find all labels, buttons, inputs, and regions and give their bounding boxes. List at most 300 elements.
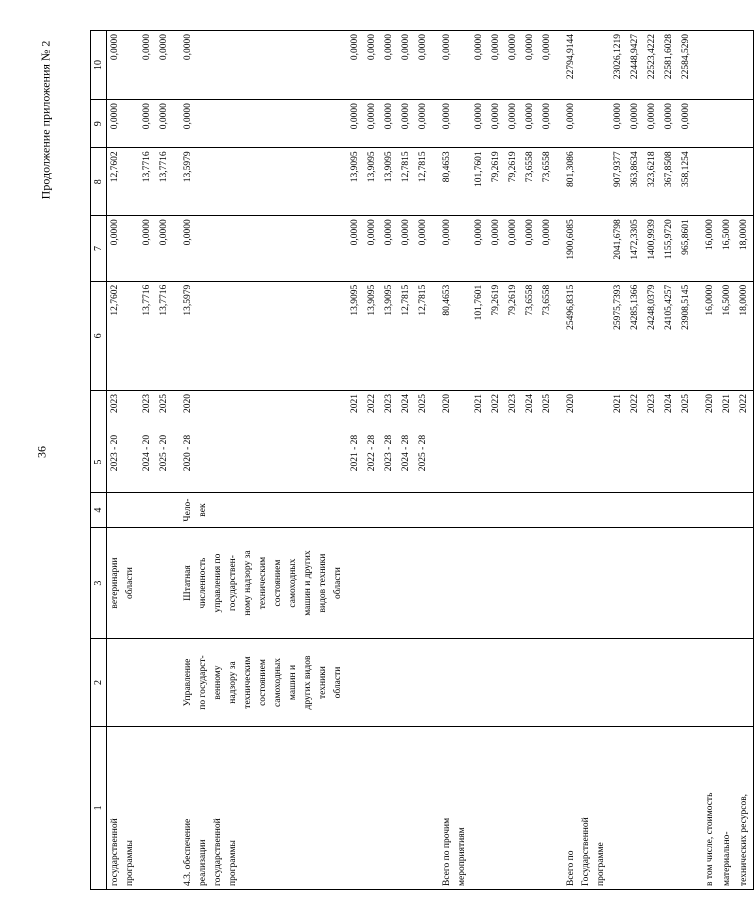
cell-c2 (627, 639, 644, 726)
cell-c1 (415, 726, 432, 889)
cell-c1 (156, 726, 173, 889)
cell-c2 (139, 639, 156, 726)
cell-c5 (661, 432, 678, 493)
cell-c3 (661, 527, 678, 639)
cell-c2 (107, 639, 140, 726)
cell-c5b: 2022 (627, 390, 644, 431)
table-row (347, 31, 364, 890)
cell-c8 (695, 148, 719, 216)
cell-c3 (364, 527, 381, 639)
cell-c10: 22448,9427 (627, 31, 644, 100)
cell-c4 (432, 493, 471, 527)
cell-c2 (695, 639, 719, 726)
header-col-2: 2 (91, 639, 107, 726)
cell-c8: 13,7716 (139, 148, 156, 216)
cell-c3 (173, 527, 347, 639)
cell-text-line: ветеринарии (110, 557, 120, 609)
program-table (90, 30, 754, 890)
cell-c1 (719, 726, 736, 889)
cell-c10: 0,0000 (107, 31, 140, 100)
cell-c5: 2021 - 28 (347, 432, 364, 493)
cell-c8: 12,7815 (415, 148, 432, 216)
cell-c7: 0,0000 (432, 216, 471, 282)
cell-c9: 0,0000 (156, 100, 173, 148)
table-row (398, 31, 415, 890)
cell-c6: 13,5979 (173, 281, 347, 390)
cell-c6: 80,4653 (432, 281, 471, 390)
cell-c2 (364, 639, 381, 726)
cell-c5 (627, 432, 644, 493)
cell-c5 (505, 432, 522, 493)
cell-c1 (556, 726, 610, 889)
cell-c2 (556, 639, 610, 726)
cell-c7: 1155,9720 (661, 216, 678, 282)
cell-c9: 0,0000 (644, 100, 661, 148)
cell-text-line: машин и других (303, 550, 313, 616)
cell-text-line: области (333, 567, 343, 599)
cell-text-line: программы (228, 840, 238, 886)
cell-c4 (347, 493, 364, 527)
cell-c1 (488, 726, 505, 889)
cell-c7: 18,0000 (736, 216, 754, 282)
cell-c3 (678, 527, 695, 639)
cell-c6: 18,0000 (736, 281, 754, 390)
cell-c10: 0,0000 (505, 31, 522, 100)
cell-c2 (398, 639, 415, 726)
cell-c7: 0,0000 (156, 216, 173, 282)
cell-c3 (139, 527, 156, 639)
cell-c6: 73,6558 (522, 281, 539, 390)
cell-c7: 16,0000 (695, 216, 719, 282)
cell-c6: 16,0000 (695, 281, 719, 390)
cell-text-line: по государст- (198, 655, 208, 710)
cell-c3 (398, 527, 415, 639)
cell-c1 (505, 726, 522, 889)
cell-c10 (736, 31, 754, 100)
cell-c4 (505, 493, 522, 527)
cell-c10: 22794,9144 (556, 31, 610, 100)
table-row (505, 31, 522, 890)
cell-c1 (695, 726, 719, 889)
cell-c9: 0,0000 (471, 100, 488, 148)
cell-text-line: техники (318, 666, 328, 699)
cell-c5b: 2023 (139, 390, 156, 431)
cell-c4 (522, 493, 539, 527)
header-col-5: 5 (91, 432, 107, 493)
cell-c6: 24105,4257 (661, 281, 678, 390)
cell-c8: 12,7602 (107, 148, 140, 216)
cell-c5 (644, 432, 661, 493)
cell-c8: 367,8508 (661, 148, 678, 216)
cell-text-line: видов техники (318, 553, 328, 613)
cell-c5b: 2022 (488, 390, 505, 431)
cell-c4 (173, 493, 347, 527)
cell-c5b: 2024 (661, 390, 678, 431)
cell-c7: 0,0000 (488, 216, 505, 282)
cell-c5b: 2022 (364, 390, 381, 431)
cell-c5b: 2023 (644, 390, 661, 431)
cell-c5: 2025 - 28 (415, 432, 432, 493)
cell-c8: 101,7601 (471, 148, 488, 216)
cell-c1 (364, 726, 381, 889)
cell-c9: 0,0000 (347, 100, 364, 148)
cell-c5: 2023 - 28 (381, 432, 398, 493)
cell-c6: 12,7815 (415, 281, 432, 390)
cell-c3 (415, 527, 432, 639)
cell-c8: 12,7815 (398, 148, 415, 216)
cell-c1 (610, 726, 627, 889)
cell-c6: 23908,5145 (678, 281, 695, 390)
cell-c7: 1400,9939 (644, 216, 661, 282)
cell-text-line: области (333, 666, 343, 699)
table-row (488, 31, 505, 890)
header-col-5b (91, 390, 107, 431)
cell-c3 (644, 527, 661, 639)
table-row (381, 31, 398, 890)
cell-c1 (432, 726, 471, 889)
cell-c5 (539, 432, 556, 493)
cell-text-line: программы (125, 840, 135, 886)
cell-c4 (661, 493, 678, 527)
header-col-8: 8 (91, 148, 107, 216)
cell-text-line: Чело- (183, 498, 193, 522)
cell-c9: 0,0000 (381, 100, 398, 148)
cell-c1 (398, 726, 415, 889)
cell-c2 (661, 639, 678, 726)
cell-c7: 16,5000 (719, 216, 736, 282)
cell-c10: 0,0000 (347, 31, 364, 100)
cell-c1 (661, 726, 678, 889)
cell-c8: 73,6558 (522, 148, 539, 216)
cell-c10 (695, 31, 719, 100)
cell-c8: 79,2619 (488, 148, 505, 216)
rotated-table-sheet (90, 30, 749, 890)
cell-c5b: 2022 (736, 390, 754, 431)
cell-c5b: 2023 (505, 390, 522, 431)
cell-c5: 2022 - 28 (364, 432, 381, 493)
cell-c2 (156, 639, 173, 726)
cell-c3 (347, 527, 364, 639)
cell-c1 (471, 726, 488, 889)
cell-c10: 0,0000 (139, 31, 156, 100)
cell-c1 (139, 726, 156, 889)
cell-c9: 0,0000 (522, 100, 539, 148)
cell-c6: 13,9095 (381, 281, 398, 390)
header-col-7: 7 (91, 216, 107, 282)
header-col-1: 1 (91, 726, 107, 889)
cell-c1 (381, 726, 398, 889)
cell-c5 (678, 432, 695, 493)
cell-c3 (522, 527, 539, 639)
cell-c9: 0,0000 (398, 100, 415, 148)
cell-text-line: век (198, 503, 208, 517)
cell-c8 (736, 148, 754, 216)
table-row (522, 31, 539, 890)
cell-text-line: в том числе, стоимость (705, 792, 715, 886)
cell-c6: 24285,1366 (627, 281, 644, 390)
cell-c8: 13,7716 (156, 148, 173, 216)
table-row (432, 31, 471, 890)
cell-c4 (627, 493, 644, 527)
table-row (610, 31, 627, 890)
cell-c7: 0,0000 (415, 216, 432, 282)
table-row (415, 31, 432, 890)
cell-c6: 12,7602 (107, 281, 140, 390)
cell-c5 (488, 432, 505, 493)
cell-c8: 73,6558 (539, 148, 556, 216)
cell-c9: 0,0000 (415, 100, 432, 148)
cell-c5b: 2023 (107, 390, 140, 431)
cell-c5 (471, 432, 488, 493)
cell-c6: 79,2619 (505, 281, 522, 390)
cell-text-line: машин и (288, 664, 298, 701)
cell-c5b: 2025 (156, 390, 173, 431)
cell-c5b: 2024 (398, 390, 415, 431)
cell-c10: 0,0000 (398, 31, 415, 100)
cell-c9: 0,0000 (364, 100, 381, 148)
cell-text-line: области (125, 567, 135, 599)
cell-c3 (556, 527, 610, 639)
cell-c5b: 2025 (678, 390, 695, 431)
cell-c8: 13,9095 (347, 148, 364, 216)
header-col-6: 6 (91, 281, 107, 390)
cell-c6: 25975,7393 (610, 281, 627, 390)
table-row (156, 31, 173, 890)
cell-text-line: техническим (258, 556, 268, 610)
cell-c6: 13,7716 (156, 281, 173, 390)
cell-c5 (719, 432, 736, 493)
cell-c5 (736, 432, 754, 493)
cell-c5 (695, 432, 719, 493)
cell-c7: 0,0000 (173, 216, 347, 282)
cell-c1 (107, 726, 140, 889)
cell-c4 (471, 493, 488, 527)
cell-c10: 22523,4222 (644, 31, 661, 100)
cell-text-line: Государственной (581, 817, 591, 886)
cell-c5b: 2025 (539, 390, 556, 431)
cell-c2 (610, 639, 627, 726)
cell-c5b: 2020 (695, 390, 719, 431)
cell-c10: 0,0000 (522, 31, 539, 100)
cell-c1 (678, 726, 695, 889)
cell-c6: 12,7815 (398, 281, 415, 390)
cell-c2 (432, 639, 471, 726)
cell-c4 (644, 493, 661, 527)
cell-c5b: 2024 (522, 390, 539, 431)
cell-text-line: технических ресурсов, (739, 793, 749, 886)
table-row (644, 31, 661, 890)
cell-c3 (488, 527, 505, 639)
cell-c10: 0,0000 (173, 31, 347, 100)
cell-c2 (644, 639, 661, 726)
cell-c9 (719, 100, 736, 148)
cell-c4 (695, 493, 719, 527)
table-row (471, 31, 488, 890)
cell-c3 (156, 527, 173, 639)
cell-c6: 79,2619 (488, 281, 505, 390)
cell-c9: 0,0000 (661, 100, 678, 148)
cell-c9: 0,0000 (556, 100, 610, 148)
cell-c6: 101,7601 (471, 281, 488, 390)
cell-c4 (381, 493, 398, 527)
cell-c8: 801,3086 (556, 148, 610, 216)
table-row (173, 31, 347, 890)
cell-c3 (432, 527, 471, 639)
cell-c10: 0,0000 (539, 31, 556, 100)
cell-c7: 0,0000 (539, 216, 556, 282)
cell-text-line: ному надзору за (243, 550, 253, 616)
table-row (695, 31, 719, 890)
cell-c4 (719, 493, 736, 527)
cell-c4 (539, 493, 556, 527)
cell-c6: 13,9095 (364, 281, 381, 390)
table-row (139, 31, 156, 890)
cell-c9: 0,0000 (627, 100, 644, 148)
cell-c4 (107, 493, 140, 527)
cell-c9: 0,0000 (488, 100, 505, 148)
cell-c2 (678, 639, 695, 726)
cell-c7: 0,0000 (381, 216, 398, 282)
table-row (627, 31, 644, 890)
cell-c7: 0,0000 (522, 216, 539, 282)
cell-c9: 0,0000 (432, 100, 471, 148)
cell-c4 (488, 493, 505, 527)
cell-c2 (381, 639, 398, 726)
cell-c3 (610, 527, 627, 639)
cell-c2 (522, 639, 539, 726)
cell-text-line: Штатная (183, 565, 193, 601)
cell-c7: 0,0000 (347, 216, 364, 282)
cell-c8: 79,2619 (505, 148, 522, 216)
cell-c7: 0,0000 (364, 216, 381, 282)
cell-c5: 2025 - 20 (156, 432, 173, 493)
cell-text-line: Всего по прочим (442, 817, 452, 886)
cell-c4 (736, 493, 754, 527)
cell-c5b: 2021 (471, 390, 488, 431)
cell-c7: 1472,3305 (627, 216, 644, 282)
cell-c2 (719, 639, 736, 726)
cell-c5: 2023 - 20 (107, 432, 140, 493)
cell-c4 (678, 493, 695, 527)
cell-c6: 24248,0379 (644, 281, 661, 390)
table-row (736, 31, 754, 890)
table-row (364, 31, 381, 890)
cell-c9: 0,0000 (107, 100, 140, 148)
header-col-10: 10 (91, 31, 107, 100)
cell-c6: 13,7716 (139, 281, 156, 390)
cell-text-line: других видов (303, 655, 313, 710)
cell-c3 (695, 527, 719, 639)
cell-c4 (610, 493, 627, 527)
header-col-9: 9 (91, 100, 107, 148)
cell-c8: 907,9377 (610, 148, 627, 216)
cell-c8 (719, 148, 736, 216)
cell-text-line: самоходных (288, 558, 298, 608)
cell-text-line: состоянием (258, 659, 268, 706)
cell-text-line: государственной (110, 818, 120, 886)
cell-c4 (139, 493, 156, 527)
cell-text-line: техническим (243, 656, 253, 709)
table-row (556, 31, 610, 890)
cell-c10: 0,0000 (156, 31, 173, 100)
cell-c10: 23026,1219 (610, 31, 627, 100)
cell-c10: 22584,5290 (678, 31, 695, 100)
cell-c5b: 2025 (415, 390, 432, 431)
cell-c3 (107, 527, 140, 639)
cell-c5b: 2020 (556, 390, 610, 431)
cell-c6: 13,9095 (347, 281, 364, 390)
cell-c8: 358,1254 (678, 148, 695, 216)
cell-c9: 0,0000 (539, 100, 556, 148)
cell-c10: 0,0000 (364, 31, 381, 100)
cell-c2 (173, 639, 347, 726)
cell-c8: 13,9095 (364, 148, 381, 216)
cell-c10: 0,0000 (415, 31, 432, 100)
page-number: 36 (34, 446, 49, 458)
cell-c3 (627, 527, 644, 639)
cell-text-line: 4.3. обеспечение (183, 818, 193, 886)
cell-text-line: государствен- (228, 555, 238, 612)
cell-c7: 0,0000 (505, 216, 522, 282)
cell-c7: 0,0000 (139, 216, 156, 282)
cell-c7: 2041,6798 (610, 216, 627, 282)
cell-c5b: 2021 (719, 390, 736, 431)
cell-c1 (347, 726, 364, 889)
cell-c2 (347, 639, 364, 726)
cell-c3 (539, 527, 556, 639)
cell-text-line: надзору за (228, 661, 238, 704)
cell-c5 (522, 432, 539, 493)
cell-text-line: реализации (198, 839, 208, 886)
cell-c2 (505, 639, 522, 726)
cell-c1 (173, 726, 347, 889)
cell-c5 (610, 432, 627, 493)
cell-c5 (556, 432, 610, 493)
cell-c3 (719, 527, 736, 639)
cell-c6: 73,6558 (539, 281, 556, 390)
table-row (661, 31, 678, 890)
cell-c3 (471, 527, 488, 639)
cell-c6: 16,5000 (719, 281, 736, 390)
cell-c2 (415, 639, 432, 726)
cell-c10: 22581,6028 (661, 31, 678, 100)
cell-c2 (471, 639, 488, 726)
header-col-3: 3 (91, 527, 107, 639)
table-row (678, 31, 695, 890)
cell-c2 (539, 639, 556, 726)
cell-text-line: управления по (213, 553, 223, 613)
cell-c8: 13,5979 (173, 148, 347, 216)
cell-c9 (736, 100, 754, 148)
cell-c3 (736, 527, 754, 639)
cell-c9: 0,0000 (173, 100, 347, 148)
cell-c8: 13,9095 (381, 148, 398, 216)
cell-c5b: 2023 (381, 390, 398, 431)
cell-c3 (505, 527, 522, 639)
cell-c9: 0,0000 (505, 100, 522, 148)
cell-c8: 363,8634 (627, 148, 644, 216)
cell-text-line: состоянием (273, 559, 283, 607)
table-row (719, 31, 736, 890)
cell-c7: 1900,6085 (556, 216, 610, 282)
cell-c2 (488, 639, 505, 726)
cell-c5b: 2020 (432, 390, 471, 431)
cell-c10: 0,0000 (471, 31, 488, 100)
appendix-caption: Продолжение приложения № 2 (38, 40, 53, 200)
cell-c1 (539, 726, 556, 889)
cell-c1 (736, 726, 754, 889)
cell-c9: 0,0000 (610, 100, 627, 148)
